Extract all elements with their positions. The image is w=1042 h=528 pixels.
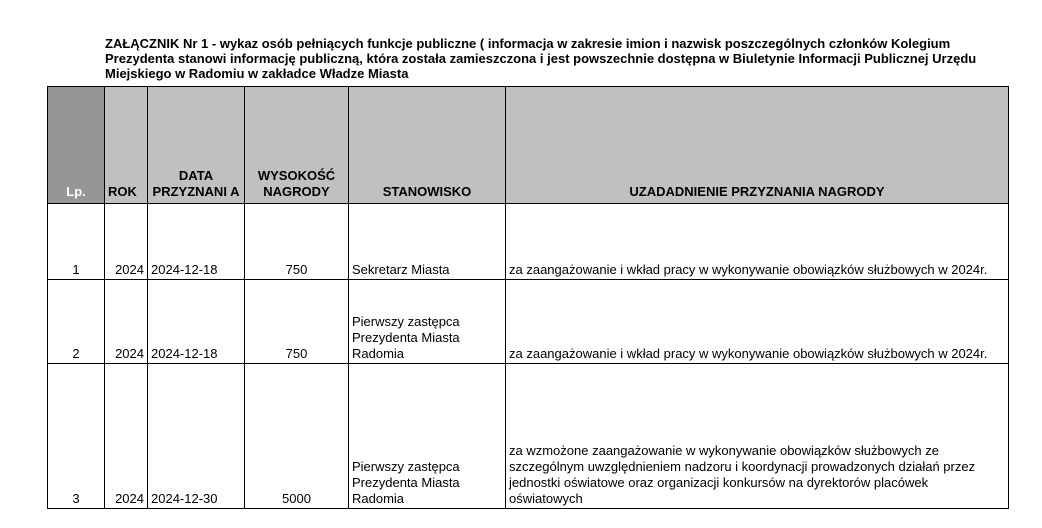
cell-rok: 2024 — [105, 204, 148, 280]
table-row — [48, 280, 1009, 364]
document-title: ZAŁĄCZNIK Nr 1 - wykaz osób pełniących funkcje publiczne ( informacja w zakresie imion i nazwisk poszczególnych członków Kolegium Prezydenta stanowi informację publiczną, która została zamieszczona i jest powszechnie dostępna w Biuletynie Informacji Publicznej Urzędu Miejskiego w Radomiu w zakładce Władze Miasta — [105, 36, 977, 81]
header-uzasadnienie: UZADADNIENIE PRZYZNANIA NAGRODY — [506, 87, 1009, 204]
cell-wysokosc: 750 — [245, 204, 349, 280]
cell-data: 2024-12-18 — [148, 204, 245, 280]
table-row — [48, 364, 1009, 509]
cell-rok: 2024 — [105, 364, 148, 509]
cell-rok: 2024 — [105, 280, 148, 364]
table-row — [48, 204, 1009, 280]
cell-stanowisko: Pierwszy zastępca Prezydenta Miasta Radomia — [349, 280, 506, 364]
header-data-przyznania: DATA PRZYZNANI A — [148, 87, 245, 204]
cell-data: 2024-12-18 — [148, 280, 245, 364]
cell-lp: 2 — [48, 280, 105, 364]
cell-wysokosc: 750 — [245, 280, 349, 364]
cell-data: 2024-12-30 — [148, 364, 245, 509]
cell-uzasadnienie: za zaangażowanie i wkład pracy w wykonywanie obowiązków służbowych w 2024r. — [506, 204, 1009, 280]
table-header-row — [48, 87, 1009, 204]
cell-uzasadnienie: za zaangażowanie i wkład pracy w wykonywanie obowiązków służbowych w 2024r. — [506, 280, 1009, 364]
header-rok: ROK — [105, 87, 148, 204]
cell-lp: 3 — [48, 364, 105, 509]
cell-uzasadnienie: za wzmożone zaangażowanie w wykonywanie obowiązków służbowych ze szczególnym uwzględnieniem nadzoru i koordynacji prowadzonych działań przez jednostki oświatowe oraz organizacji konkursów na dyrektorów placówek oświatowych — [506, 364, 1009, 509]
cell-stanowisko: Sekretarz Miasta — [349, 204, 506, 280]
cell-lp: 1 — [48, 204, 105, 280]
cell-stanowisko: Pierwszy zastępca Prezydenta Miasta Radomia — [349, 364, 506, 509]
cell-wysokosc: 5000 — [245, 364, 349, 509]
header-wysokosc-nagrody: WYSOKOŚĆ NAGRODY — [245, 87, 349, 204]
header-lp: Lp. — [48, 87, 105, 204]
awards-table — [47, 86, 1009, 509]
header-stanowisko: STANOWISKO — [349, 87, 506, 204]
